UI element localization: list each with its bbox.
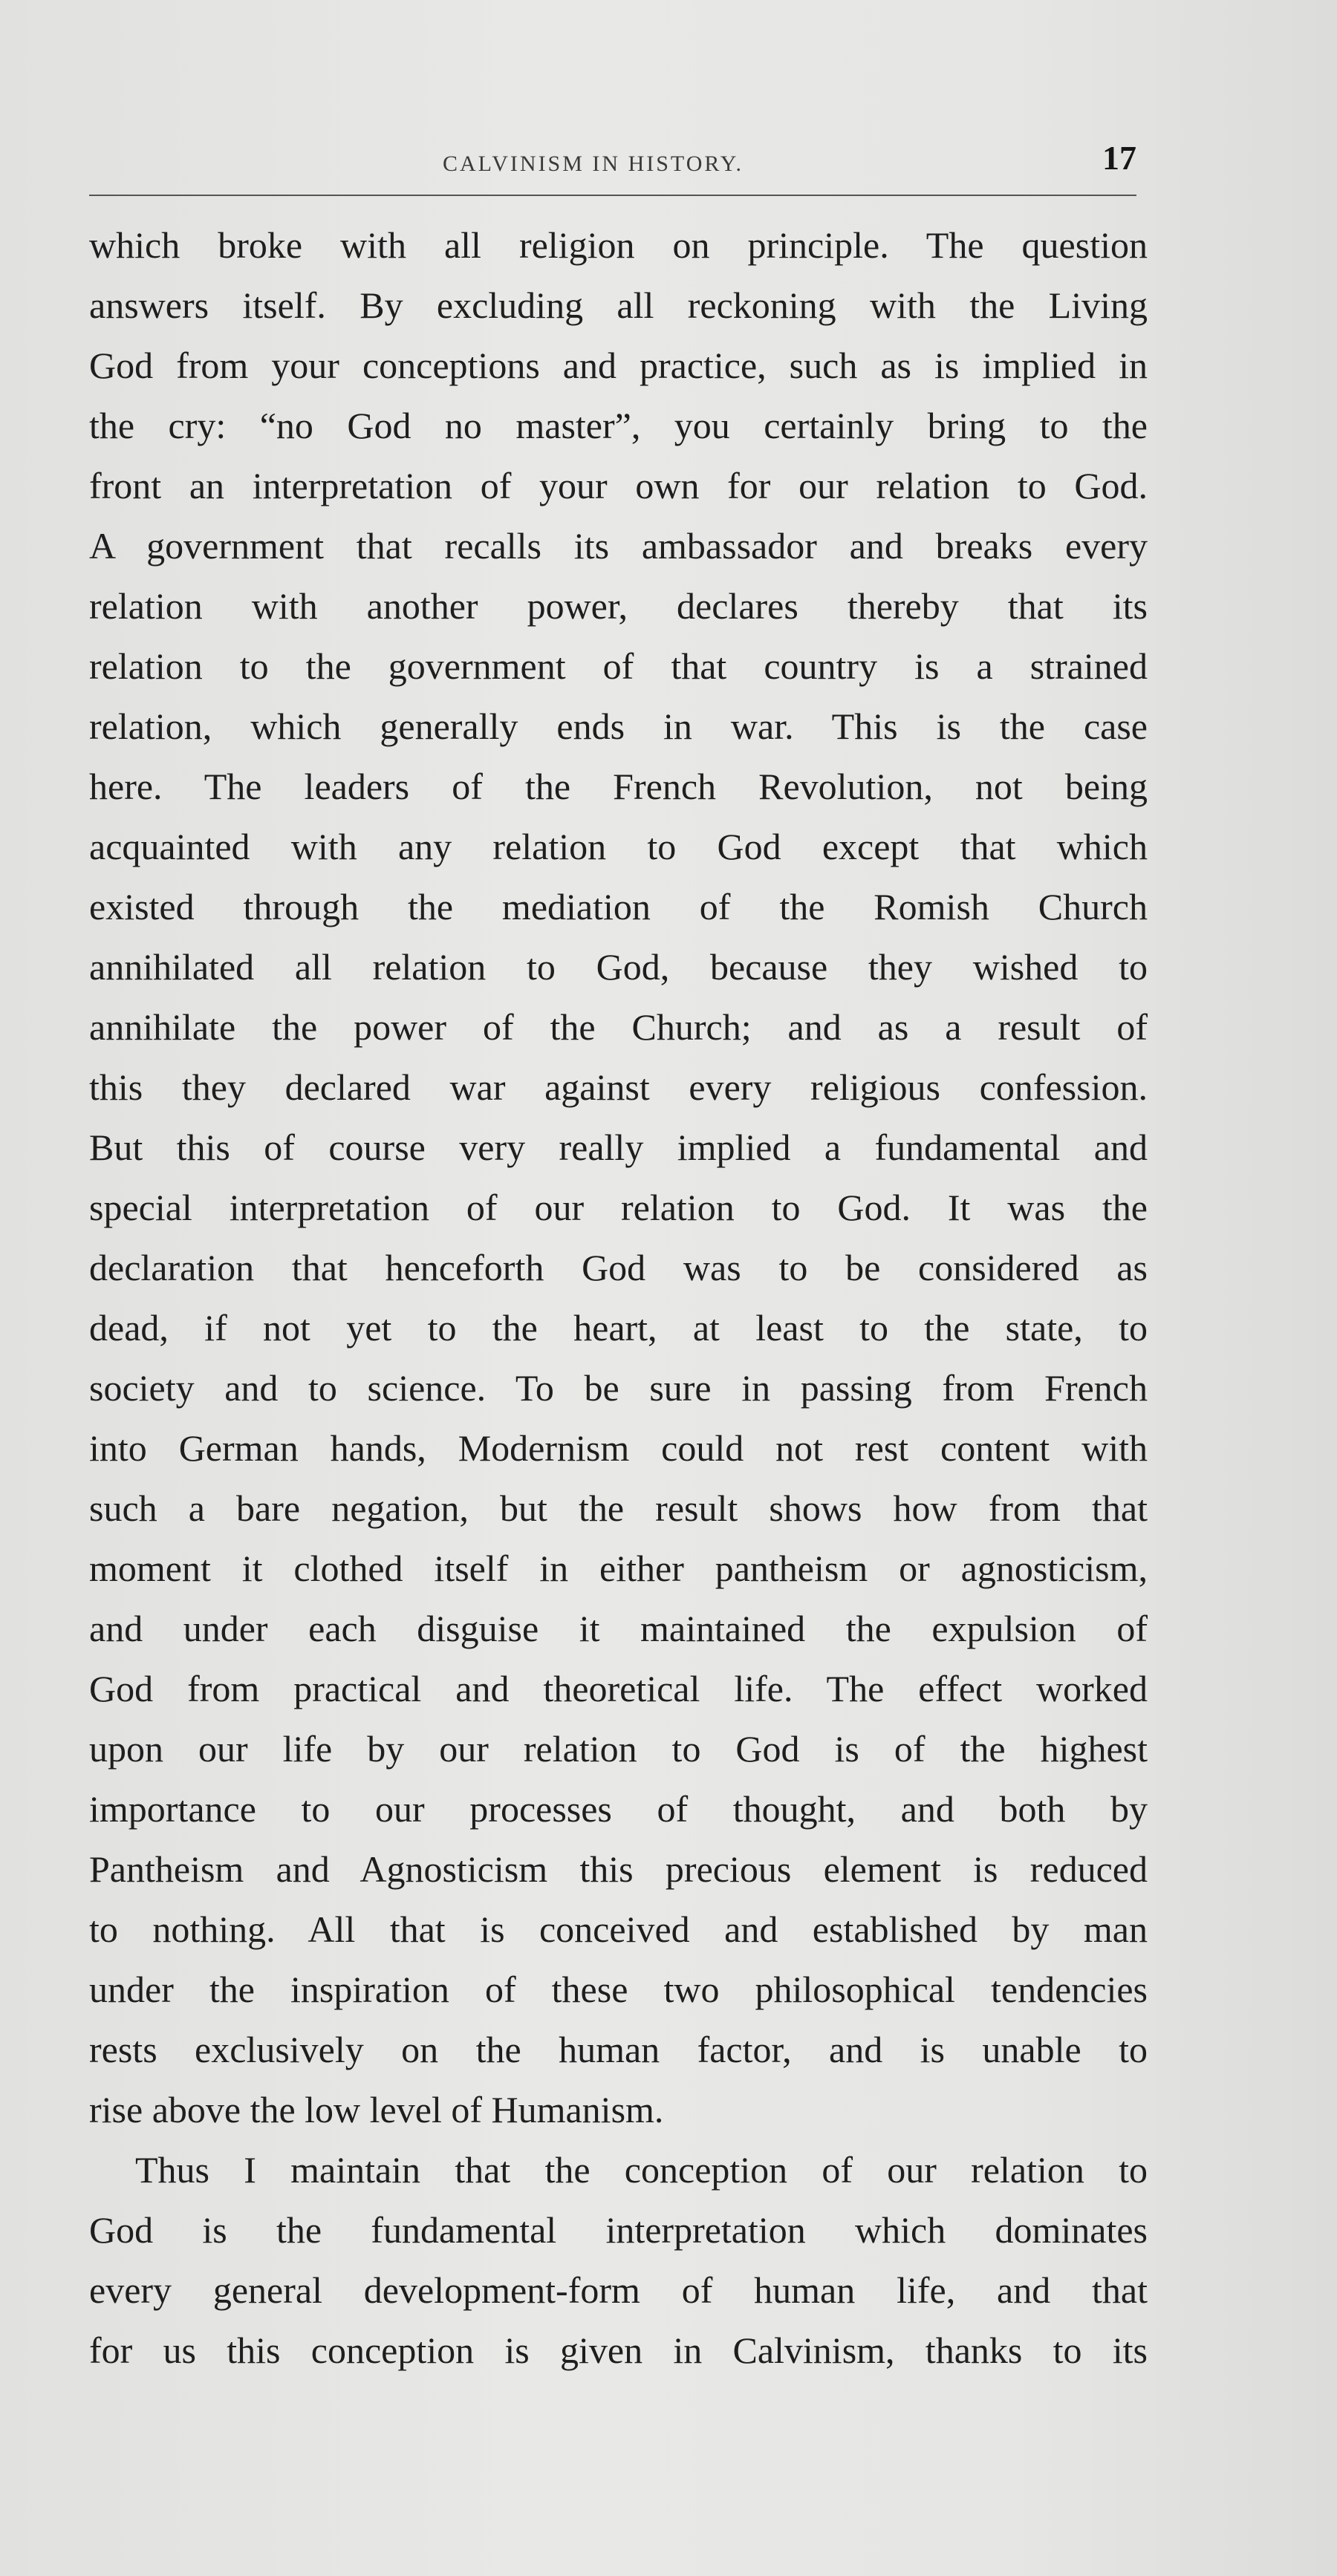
text-line: society and to science. To be sure in passing from French [89, 1367, 1148, 1409]
text-line: every general development-form of human life, and that [89, 2269, 1148, 2311]
text-line: rests exclusively on the human factor, and is unable to [89, 2029, 1148, 2070]
text-line: answers itself. By excluding all reckoning with the Living [89, 284, 1148, 326]
text-line: importance to our processes of thought, and both by [89, 1788, 1148, 1830]
text-line: front an interpretation of your own for our relation to God. [89, 465, 1148, 506]
body-text [89, 215, 1148, 2381]
text-line: dead, if not yet to the heart, at least to the state, to [89, 1307, 1148, 1349]
text-line: into German hands, Modernism could not rest content with [89, 1427, 1148, 1469]
text-line: moment it clothed itself in either pantheism or agnosticism, [89, 1548, 1148, 1589]
text-line: declaration that henceforth God was to be considered as [89, 1247, 1148, 1288]
text-line: Thus I maintain that the conception of our relation to [135, 2149, 1148, 2191]
text-line: A government that recalls its ambassador and breaks every [89, 525, 1148, 567]
text-line: upon our life by our relation to God is of the highest [89, 1728, 1148, 1770]
text-line: for us this conception is given in Calvinism, thanks to its [89, 2329, 1148, 2371]
paragraph [89, 215, 1148, 2140]
text-line: and under each disguise it maintained the expulsion of [89, 1608, 1148, 1649]
text-line: to nothing. All that is conceived and established by man [89, 1908, 1148, 1950]
text-line: God from practical and theoretical life. The effect worked [89, 1668, 1148, 1709]
page-number: 17 [1102, 139, 1136, 177]
text-line: rise above the low level of Humanism. [89, 2089, 664, 2130]
text-line: which broke with all religion on principle. The question [89, 224, 1148, 266]
text-line: acquainted with any relation to God except that which [89, 826, 1148, 867]
text-line: such a bare negation, but the result shows how from that [89, 1487, 1148, 1529]
text-line: under the inspiration of these two philosophical tendencies [89, 1969, 1148, 2010]
text-line: God from your conceptions and practice, such as is implied in [89, 345, 1148, 386]
text-line: God is the fundamental interpretation which dominates [89, 2209, 1148, 2251]
running-head: CALVINISM IN HISTORY. [443, 151, 744, 176]
page-header [89, 134, 1136, 186]
header-rule [89, 195, 1136, 196]
text-line: this they declared war against every religious confession. [89, 1066, 1148, 1108]
text-line: annihilate the power of the Church; and as a result of [89, 1006, 1148, 1048]
text-line: Pantheism and Agnosticism this precious element is reduced [89, 1848, 1148, 1890]
text-line: But this of course very really implied a fundamental and [89, 1126, 1148, 1168]
text-line: annihilated all relation to God, because they wished to [89, 946, 1148, 988]
text-line: relation, which generally ends in war. This is the case [89, 705, 1148, 747]
text-line: relation to the government of that country is a strained [89, 645, 1148, 687]
text-line: relation with another power, declares thereby that its [89, 585, 1148, 627]
text-line: special interpretation of our relation to God. It was the [89, 1187, 1148, 1228]
text-line: existed through the mediation of the Romish Church [89, 886, 1148, 927]
paragraph [89, 2140, 1148, 2381]
text-line: the cry: “no God no master”, you certainly bring to the [89, 405, 1148, 446]
text-line: here. The leaders of the French Revolution, not being [89, 766, 1148, 807]
